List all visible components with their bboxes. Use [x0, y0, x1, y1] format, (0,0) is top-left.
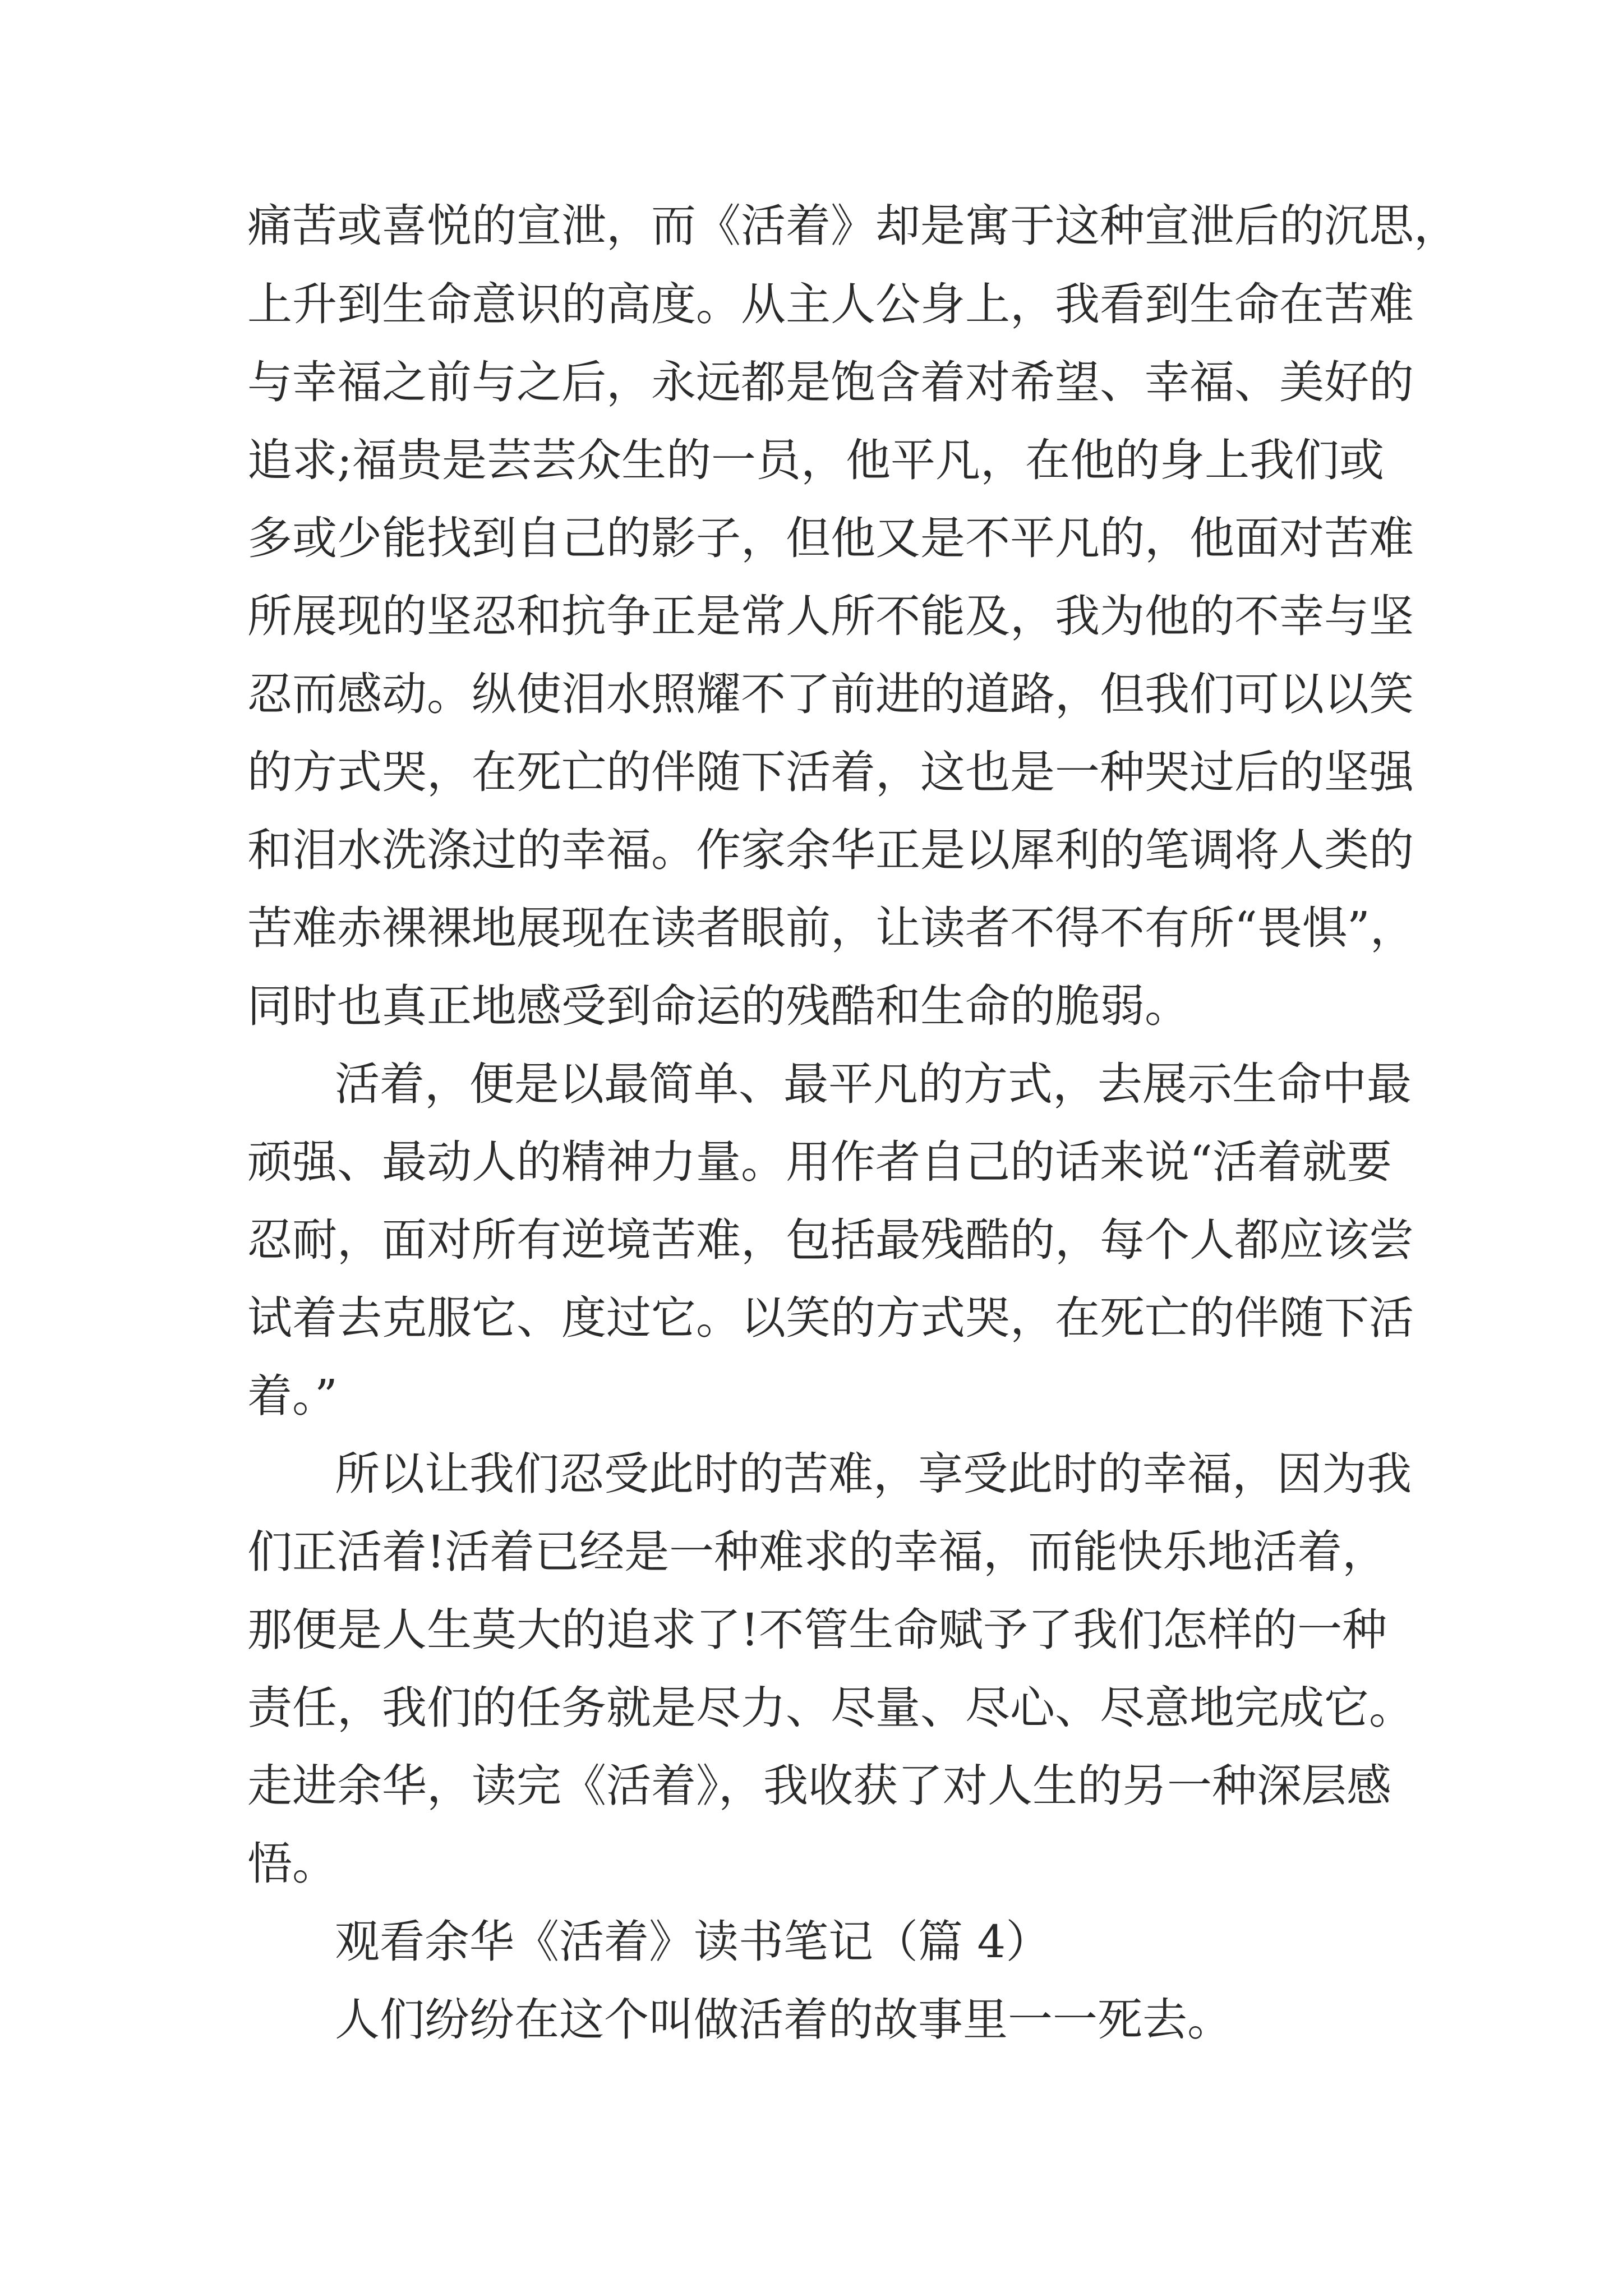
paragraph-line: 苦难赤裸裸地展现在读者眼前，让读者不得不有所“畏惧”，	[247, 902, 1415, 954]
paragraph-line: 们正活着!活着已经是一种难求的幸福，而能快乐地活着，	[247, 1526, 1387, 1578]
paragraph-line: 悟。	[247, 1838, 337, 1890]
paragraph-line: 忍耐，面对所有逆境苦难，包括最残酷的，每个人都应该尝	[247, 1214, 1414, 1266]
section-heading: 观看余华《活着》读书笔记（篇 4）	[335, 1916, 1051, 1968]
paragraph-line: 忍而感动。纵使泪水照耀不了前进的道路，但我们可以以笑	[247, 668, 1414, 720]
paragraph-line: 着。”	[247, 1370, 338, 1422]
paragraph-line: 所展现的坚忍和抗争正是常人所不能及，我为他的不幸与坚	[247, 590, 1414, 642]
paragraph-line: 那便是人生莫大的追求了!不管生命赋予了我们怎样的一种	[247, 1604, 1387, 1656]
paragraph-line: 上升到生命意识的高度。从主人公身上，我看到生命在苦难	[247, 278, 1414, 330]
paragraph-line: 走进余华，读完《活着》，我收获了对人生的另一种深层感	[247, 1760, 1391, 1812]
paragraph-line: 同时也真正地感受到命运的残酷和生命的脆弱。	[247, 980, 1189, 1032]
paragraph-line: 多或少能找到自己的影子，但他又是不平凡的，他面对苦难	[247, 512, 1414, 564]
paragraph-line: 人们纷纷在这个叫做活着的故事里一一死去。	[335, 1994, 1232, 2046]
paragraph-line: 试着去克服它、度过它。以笑的方式哭，在死亡的伴随下活	[247, 1292, 1414, 1344]
paragraph-line: 和泪水洗涤过的幸福。作家余华正是以犀利的笔调将人类的	[247, 824, 1414, 876]
paragraph-line: 责任，我们的任务就是尽力、尽量、尽心、尽意地完成它。	[247, 1682, 1414, 1734]
paragraph-line: 顽强、最动人的精神力量。用作者自己的话来说“活着就要	[247, 1136, 1392, 1188]
paragraph-line: 痛苦或喜悦的宣泄，而《活着》却是寓于这种宣泄后的沉思，	[247, 200, 1459, 252]
paragraph-line: 所以让我们忍受此时的苦难，享受此时的幸福，因为我	[335, 1448, 1412, 1500]
paragraph-line: 活着，便是以最简单、最平凡的方式，去展示生命中最	[335, 1058, 1412, 1110]
paragraph-line: 的方式哭，在死亡的伴随下活着，这也是一种哭过后的坚强	[247, 746, 1414, 798]
paragraph-line: 与幸福之前与之后，永远都是饱含着对希望、幸福、美好的	[247, 356, 1414, 408]
paragraph-line: 追求;福贵是芸芸众生的一员，他平凡，在他的身上我们或	[247, 434, 1384, 486]
